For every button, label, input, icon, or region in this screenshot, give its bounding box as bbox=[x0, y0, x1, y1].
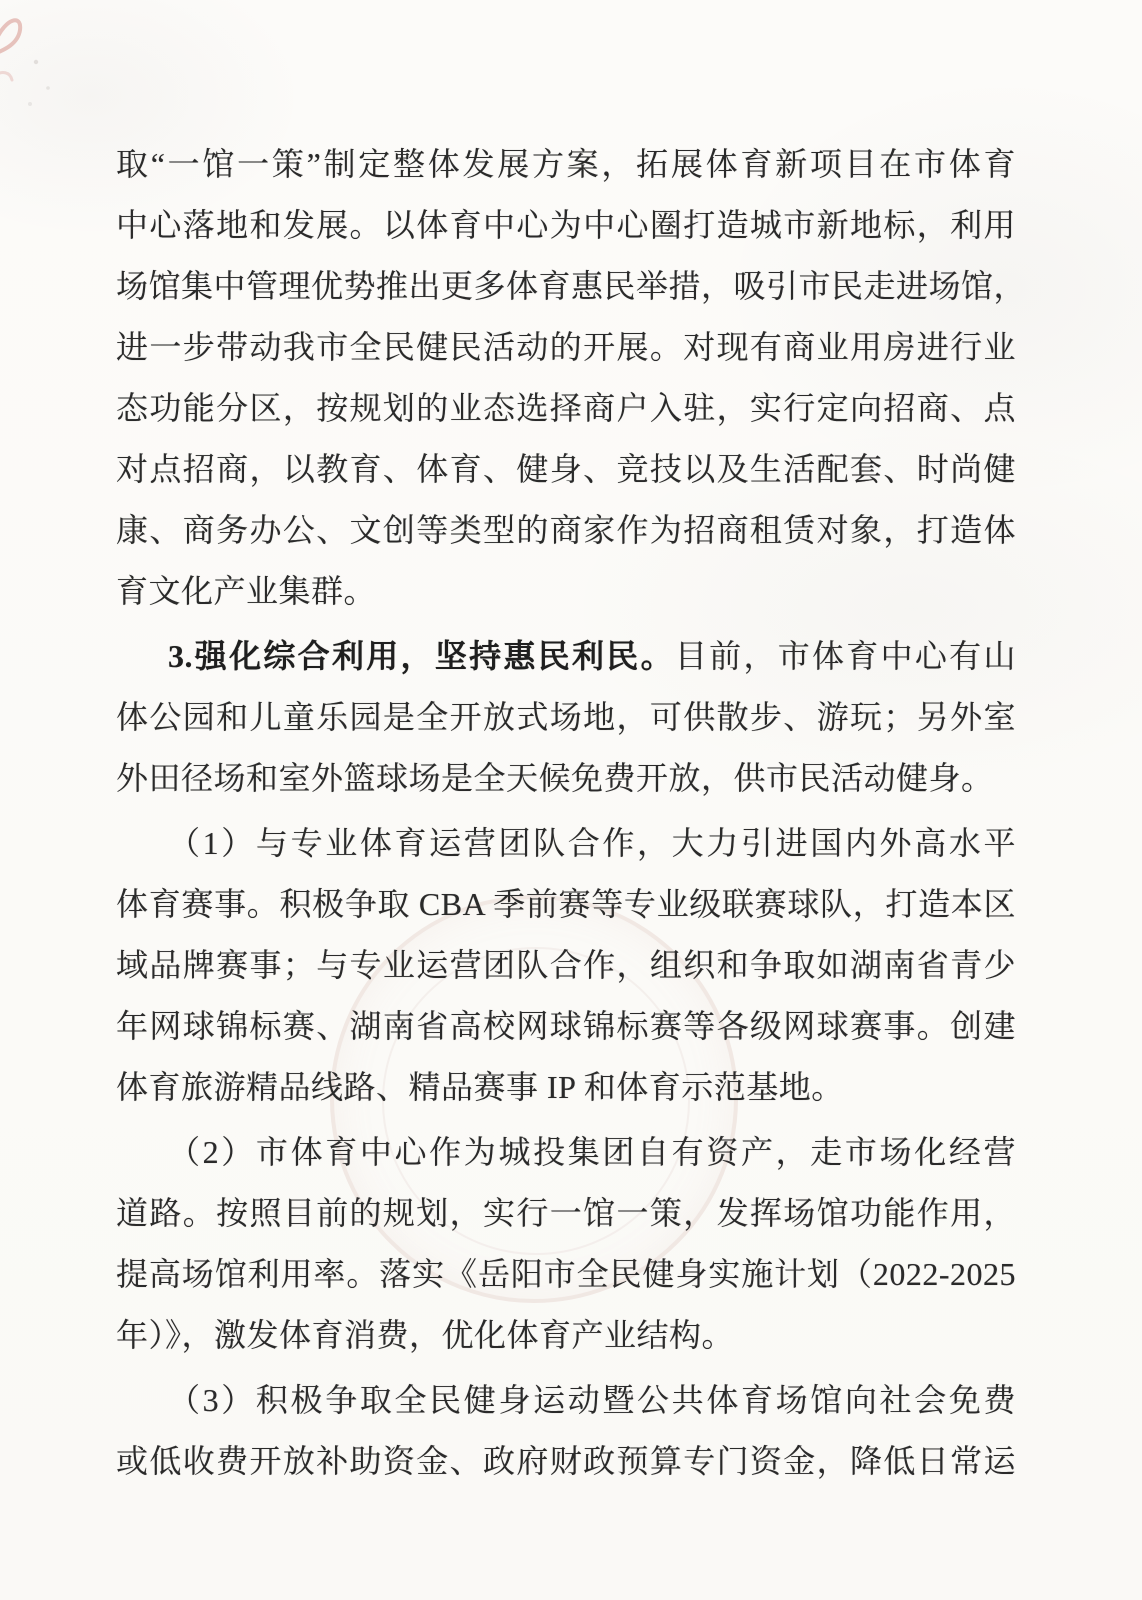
section-body-start: 目前，市体育中心有山 bbox=[674, 638, 1016, 674]
text-line paragraph-end: 年）》，激发体育消费，优化体育产业结构。 bbox=[116, 1317, 735, 1353]
text-line item-2-first-line: （2）市体育中心作为城投集团自有资产，走市场化经营 bbox=[168, 1134, 1016, 1170]
text-line: 道路。按照目前的规划，实行一馆一策，发挥场馆功能作用， bbox=[116, 1195, 1016, 1231]
text-line: 体公园和儿童乐园是全开放式场地，可供散步、游玩；另外室 bbox=[116, 699, 1016, 735]
pen-marks-icon bbox=[0, 0, 90, 130]
text-line item-1-first-line: （1）与专业体育运营团队合作，大力引进国内外高水平 bbox=[168, 825, 1016, 861]
text-line: 取“一馆一策”制定整体发展方案，拓展体育新项目在市体育 bbox=[116, 146, 1016, 182]
text-line: 中心落地和发展。以体育中心为中心圈打造城市新地标，利用 bbox=[116, 207, 1016, 243]
text-line paragraph-end: 育文化产业集群。 bbox=[116, 573, 377, 609]
text-line: 外田径场和室外篮球场是全天候免费开放，供市民活动健身。 bbox=[116, 760, 994, 796]
text-line: 进一步带动我市全民健民活动的开展。对现有商业用房进行业 bbox=[116, 329, 1016, 365]
text-line: 年网球锦标赛、湖南省高校网球锦标赛等各级网球赛事。创建 bbox=[116, 1008, 1016, 1044]
text-line: 对点招商，以教育、体育、健身、竞技以及生活配套、时尚健 bbox=[116, 451, 1016, 487]
text-line: 康、商务办公、文创等类型的商家作为招商租赁对象，打造体 bbox=[116, 512, 1016, 548]
text-line: 态功能分区，按规划的业态选择商户入驻，实行定向招商、点 bbox=[116, 390, 1016, 426]
text-line: 提高场馆利用率。落实《岳阳市全民健身实施计划（2022-2025 bbox=[116, 1256, 1016, 1292]
text-line item-3-first-line: （3）积极争取全民健身运动暨公共体育场馆向社会免费 bbox=[168, 1382, 1016, 1418]
document-text bbox=[116, 134, 1027, 1492]
text-line: 体育赛事。积极争取 CBA 季前赛等专业级联赛球队，打造本区 bbox=[116, 886, 1016, 922]
text-line: 或低收费开放补助资金、政府财政预算专门资金，降低日常运 bbox=[116, 1443, 1016, 1479]
section-heading: 3.强化综合利用，坚持惠民利民。 bbox=[168, 638, 675, 674]
text-line section-3-first-line bbox=[116, 626, 1016, 687]
text-line: 场馆集中管理优势推出更多体育惠民举措，吸引市民走进场馆， bbox=[116, 268, 1027, 304]
text-line paragraph-end: 体育旅游精品线路、精品赛事 IP 和体育示范基地。 bbox=[116, 1069, 844, 1105]
text-line: 域品牌赛事；与专业运营团队合作，组织和争取如湖南省青少 bbox=[116, 947, 1016, 983]
